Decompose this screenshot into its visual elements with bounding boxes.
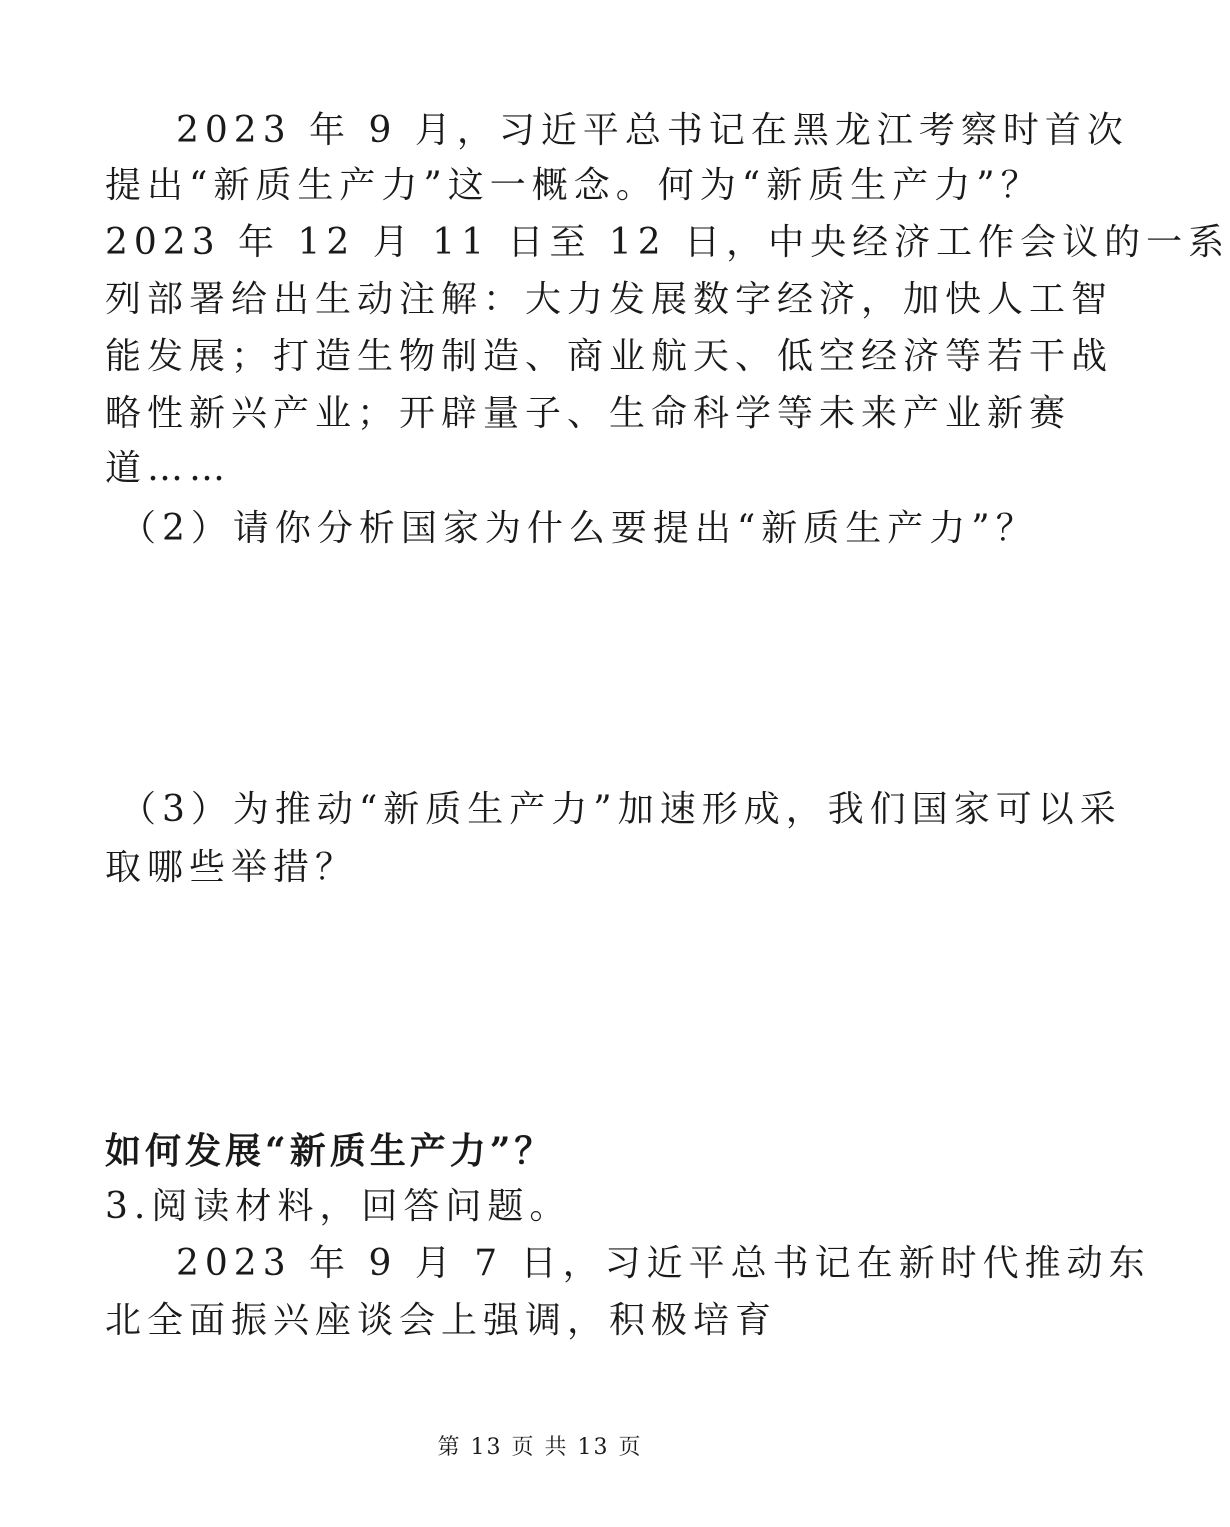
material1-line-6: 略性新兴产业；开辟量子、生命科学等未来产业新赛 [105, 393, 1072, 434]
question-3-line-1: （3）为推动“新质生产力”加速形成，我们国家可以采 [120, 789, 1122, 830]
section-heading: 如何发展“新质生产力”？ [105, 1130, 555, 1172]
material1-line-7: 道…… [105, 448, 232, 489]
material1-line-4: 列部署给出生动注解：大力发展数字经济，加快人工智 [105, 279, 1114, 320]
material1-line-3: 2023 年 12 月 11 日至 12 日，中央经济工作会议的一系 [105, 222, 1230, 263]
material1-line-5: 能发展；打造生物制造、商业航天、低空经济等若干战 [105, 336, 1114, 377]
question-3-line-2: 取哪些举措？ [105, 847, 358, 888]
item-3-title: 3.阅读材料，回答问题。 [105, 1186, 572, 1227]
page-footer: 第 13 页 共 13 页 [437, 1435, 643, 1460]
material2-line-2: 北全面振兴座谈会上强调，积极培育 [105, 1300, 778, 1341]
material1-line-1: 2023 年 9 月，习近平总书记在黑龙江考察时首次 [176, 110, 1129, 151]
material2-line-1: 2023 年 9 月 7 日，习近平总书记在新时代推动东 [176, 1243, 1151, 1284]
question-2: （2）请你分析国家为什么要提出“新质生产力”？ [120, 508, 1038, 549]
material1-line-2: 提出“新质生产力”这一概念。何为“新质生产力”？ [105, 165, 1043, 206]
